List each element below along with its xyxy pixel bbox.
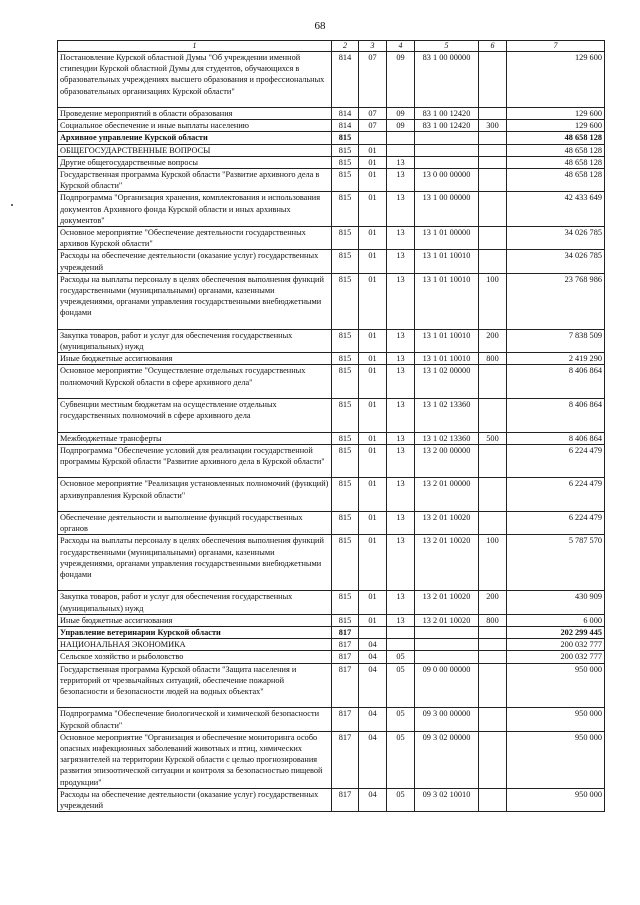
target-article-code — [415, 651, 479, 663]
section-code: 04 — [359, 788, 387, 811]
section-code: 01 — [359, 144, 387, 156]
item-name: ОБЩЕГОСУДАРСТВЕННЫЕ ВОПРОСЫ — [58, 144, 332, 156]
expense-type-code — [479, 731, 507, 788]
target-article-code: 83 1 00 12420 — [415, 120, 479, 132]
table-row — [58, 353, 605, 365]
subsection-code: 09 — [387, 52, 415, 108]
subsection-code — [387, 639, 415, 651]
section-code: 01 — [359, 156, 387, 168]
amount: 8 406 864 — [507, 365, 605, 399]
item-name: Расходы на выплаты персоналу в целях обеспечения выполнения функций государственными (муниципальными) органами, казенными учреждениями, органами управления государственными внебюджетными фондами — [58, 273, 332, 329]
amount: 48 658 128 — [507, 156, 605, 168]
amount: 6 224 479 — [507, 478, 605, 512]
budget-holder-code: 817 — [332, 651, 359, 663]
target-article-code — [415, 627, 479, 639]
budget-holder-code: 815 — [332, 273, 359, 329]
budget-holder-code: 815 — [332, 614, 359, 626]
item-name: Подпрограмма "Обеспечение биологической и химической безопасности Курской области" — [58, 708, 332, 731]
budget-holder-code: 815 — [332, 432, 359, 444]
section-code: 01 — [359, 273, 387, 329]
budget-holder-code: 815 — [332, 591, 359, 614]
amount: 950 000 — [507, 788, 605, 811]
item-name: Расходы на обеспечение деятельности (оказание услуг) государственных учреждений — [58, 250, 332, 273]
target-article-code — [415, 144, 479, 156]
budget-holder-code: 814 — [332, 52, 359, 108]
section-code — [359, 627, 387, 639]
expense-type-code — [479, 788, 507, 811]
subsection-code — [387, 627, 415, 639]
budget-holder-code: 817 — [332, 731, 359, 788]
budget-holder-code: 815 — [332, 329, 359, 352]
target-article-code: 13 1 01 10010 — [415, 273, 479, 329]
amount: 129 600 — [507, 52, 605, 108]
budget-holder-code: 817 — [332, 663, 359, 708]
amount: 950 000 — [507, 663, 605, 708]
expense-type-code — [479, 108, 507, 120]
subsection-code: 09 — [387, 108, 415, 120]
expense-type-code — [479, 132, 507, 144]
table-row — [58, 512, 605, 535]
amount: 42 433 649 — [507, 192, 605, 227]
section-code: 01 — [359, 399, 387, 433]
item-name: Иные бюджетные ассигнования — [58, 353, 332, 365]
subsection-code: 13 — [387, 399, 415, 433]
budget-holder-code: 815 — [332, 192, 359, 227]
amount: 6 000 — [507, 614, 605, 626]
subsection-code: 13 — [387, 591, 415, 614]
budget-holder-code: 815 — [332, 144, 359, 156]
budget-holder-code: 815 — [332, 535, 359, 591]
expense-type-code: 800 — [479, 353, 507, 365]
amount: 34 026 785 — [507, 227, 605, 250]
item-name: Государственная программа Курской области "Защита населения и территорий от чрезвычайных ситуаций, обеспечение пожарной безопасности и безопасности людей на водных объектах" — [58, 663, 332, 708]
col-header-7: 7 — [507, 41, 605, 52]
target-article-code: 09 3 02 00000 — [415, 731, 479, 788]
amount: 48 658 128 — [507, 132, 605, 144]
item-name: Субвенции местным бюджетам на осуществление отдельных государственных полномочий в сфере архивного дела — [58, 399, 332, 433]
item-name: Подпрограмма "Обеспечение условий для реализации государственной программы Курской области "Развитие архивного дела в Курской области" — [58, 444, 332, 478]
expense-type-code — [479, 227, 507, 250]
subsection-code: 13 — [387, 353, 415, 365]
subsection-code: 05 — [387, 651, 415, 663]
item-name: Основное мероприятие "Осуществление отдельных государственных полномочий Курской области в сфере архивного дела" — [58, 365, 332, 399]
target-article-code — [415, 132, 479, 144]
subsection-code: 13 — [387, 329, 415, 352]
item-name: Основное мероприятие "Организация и обеспечение мониторинга особо опасных инфекционных заболеваний животных и птиц, химических загрязнителей на территории Курской области с целью прогнозирования развития эпизоотической ситуации и контроля за безопасностью пищевой продукции" — [58, 731, 332, 788]
subsection-code: 13 — [387, 227, 415, 250]
subsection-code: 13 — [387, 192, 415, 227]
item-name: Постановление Курской областной Думы "Об учреждении именной стипендии Курской областной Думы для студентов, обучающихся в образовательных учреждениях высшего образования и профессиональных образовательных организациях Курской области" — [58, 52, 332, 108]
table-row — [58, 250, 605, 273]
section-code: 04 — [359, 708, 387, 731]
target-article-code: 13 0 00 00000 — [415, 169, 479, 192]
budget-holder-code: 814 — [332, 120, 359, 132]
table-row — [58, 156, 605, 168]
amount: 7 838 509 — [507, 329, 605, 352]
table-row — [58, 535, 605, 591]
table-row — [58, 144, 605, 156]
target-article-code: 83 1 00 12420 — [415, 108, 479, 120]
table-row — [58, 591, 605, 614]
table-row — [58, 132, 605, 144]
table-row — [58, 52, 605, 108]
amount: 129 600 — [507, 108, 605, 120]
item-name: Управление ветеринарии Курской области — [58, 627, 332, 639]
table-row — [58, 627, 605, 639]
section-code: 01 — [359, 444, 387, 478]
expense-type-code: 100 — [479, 535, 507, 591]
item-name: Межбюджетные трансферты — [58, 432, 332, 444]
table-row — [58, 444, 605, 478]
budget-holder-code: 817 — [332, 627, 359, 639]
subsection-code — [387, 132, 415, 144]
table-row — [58, 108, 605, 120]
subsection-code: 13 — [387, 250, 415, 273]
amount: 950 000 — [507, 731, 605, 788]
subsection-code: 05 — [387, 663, 415, 708]
expense-type-code — [479, 399, 507, 433]
budget-table — [57, 40, 605, 812]
item-name: Закупка товаров, работ и услуг для обеспечения государственных (муниципальных) нужд — [58, 329, 332, 352]
item-name: Основное мероприятие "Обеспечение деятельности государственных архивов Курской области" — [58, 227, 332, 250]
item-name: Обеспечение деятельности и выполнение функций государственных органов — [58, 512, 332, 535]
target-article-code: 13 1 01 10010 — [415, 250, 479, 273]
expense-type-code — [479, 156, 507, 168]
item-name: Основное мероприятие "Реализация установленных полномочий (функций) архивуправления Курской области" — [58, 478, 332, 512]
amount: 129 600 — [507, 120, 605, 132]
section-code: 01 — [359, 478, 387, 512]
col-header-3: 3 — [359, 41, 387, 52]
amount: 200 032 777 — [507, 639, 605, 651]
subsection-code: 13 — [387, 535, 415, 591]
table-row — [58, 614, 605, 626]
item-name: Государственная программа Курской области "Развитие архивного дела в Курской области" — [58, 169, 332, 192]
subsection-code: 13 — [387, 169, 415, 192]
section-code: 01 — [359, 250, 387, 273]
expense-type-code — [479, 708, 507, 731]
budget-holder-code: 817 — [332, 788, 359, 811]
budget-holder-code: 815 — [332, 444, 359, 478]
target-article-code: 13 1 01 00000 — [415, 227, 479, 250]
section-code: 01 — [359, 512, 387, 535]
budget-holder-code: 815 — [332, 169, 359, 192]
target-article-code: 13 1 01 10010 — [415, 353, 479, 365]
expense-type-code: 800 — [479, 614, 507, 626]
amount: 430 909 — [507, 591, 605, 614]
amount: 2 419 290 — [507, 353, 605, 365]
subsection-code: 05 — [387, 708, 415, 731]
budget-holder-code: 817 — [332, 639, 359, 651]
subsection-code: 09 — [387, 120, 415, 132]
section-code: 04 — [359, 651, 387, 663]
expense-type-code — [479, 52, 507, 108]
amount: 8 406 864 — [507, 399, 605, 433]
target-article-code: 13 1 00 00000 — [415, 192, 479, 227]
expense-type-code — [479, 512, 507, 535]
budget-holder-code: 815 — [332, 399, 359, 433]
subsection-code: 13 — [387, 432, 415, 444]
table-row — [58, 399, 605, 433]
amount: 950 000 — [507, 708, 605, 731]
section-code: 07 — [359, 120, 387, 132]
expense-type-code — [479, 663, 507, 708]
budget-holder-code: 815 — [332, 478, 359, 512]
budget-holder-code: 815 — [332, 353, 359, 365]
target-article-code: 09 3 00 00000 — [415, 708, 479, 731]
section-code: 07 — [359, 108, 387, 120]
table-row — [58, 192, 605, 227]
target-article-code: 13 2 01 10020 — [415, 591, 479, 614]
subsection-code: 13 — [387, 273, 415, 329]
table-row — [58, 651, 605, 663]
amount: 23 768 986 — [507, 273, 605, 329]
expense-type-code — [479, 651, 507, 663]
table-row — [58, 365, 605, 399]
expense-type-code — [479, 192, 507, 227]
item-name: Иные бюджетные ассигнования — [58, 614, 332, 626]
expense-type-code — [479, 444, 507, 478]
budget-holder-code: 815 — [332, 512, 359, 535]
item-name: НАЦИОНАЛЬНАЯ ЭКОНОМИКА — [58, 639, 332, 651]
section-code: 01 — [359, 329, 387, 352]
expense-type-code — [479, 478, 507, 512]
expense-type-code — [479, 144, 507, 156]
section-code: 01 — [359, 169, 387, 192]
col-header-4: 4 — [387, 41, 415, 52]
budget-holder-code: 815 — [332, 156, 359, 168]
section-code: 01 — [359, 535, 387, 591]
budget-holder-code: 815 — [332, 132, 359, 144]
amount: 200 032 777 — [507, 651, 605, 663]
section-code: 04 — [359, 731, 387, 788]
target-article-code: 83 1 00 00000 — [415, 52, 479, 108]
table-row — [58, 663, 605, 708]
table-row — [58, 273, 605, 329]
target-article-code: 13 1 01 10010 — [415, 329, 479, 352]
target-article-code: 09 3 02 10010 — [415, 788, 479, 811]
item-name: Подпрограмма "Организация хранения, комплектования и использования документов Архивного фонда Курской области и иных архивных документов" — [58, 192, 332, 227]
amount: 34 026 785 — [507, 250, 605, 273]
table-row — [58, 478, 605, 512]
section-code: 01 — [359, 227, 387, 250]
col-header-1: 1 — [58, 41, 332, 52]
section-code: 01 — [359, 365, 387, 399]
table-row — [58, 120, 605, 132]
table-row — [58, 708, 605, 731]
item-name: Проведение мероприятий в области образования — [58, 108, 332, 120]
section-code: 04 — [359, 663, 387, 708]
col-header-5: 5 — [415, 41, 479, 52]
amount: 6 224 479 — [507, 512, 605, 535]
expense-type-code: 200 — [479, 591, 507, 614]
table-row — [58, 788, 605, 811]
item-name: Сельское хозяйство и рыболовство — [58, 651, 332, 663]
scan-speck — [11, 204, 13, 206]
table-row — [58, 329, 605, 352]
expense-type-code — [479, 639, 507, 651]
budget-holder-code: 815 — [332, 227, 359, 250]
expense-type-code — [479, 365, 507, 399]
subsection-code: 13 — [387, 365, 415, 399]
amount: 48 658 128 — [507, 169, 605, 192]
amount: 5 787 570 — [507, 535, 605, 591]
item-name: Архивное управление Курской области — [58, 132, 332, 144]
col-header-6: 6 — [479, 41, 507, 52]
expense-type-code — [479, 627, 507, 639]
budget-holder-code: 814 — [332, 108, 359, 120]
expense-type-code — [479, 250, 507, 273]
expense-type-code: 500 — [479, 432, 507, 444]
target-article-code — [415, 639, 479, 651]
amount: 48 658 128 — [507, 144, 605, 156]
section-code: 01 — [359, 353, 387, 365]
subsection-code: 13 — [387, 512, 415, 535]
expense-type-code: 300 — [479, 120, 507, 132]
table-row — [58, 169, 605, 192]
expense-type-code: 100 — [479, 273, 507, 329]
table-row — [58, 432, 605, 444]
subsection-code: 13 — [387, 444, 415, 478]
target-article-code — [415, 156, 479, 168]
target-article-code: 13 1 02 13360 — [415, 432, 479, 444]
target-article-code: 13 2 00 00000 — [415, 444, 479, 478]
amount: 202 299 445 — [507, 627, 605, 639]
item-name: Социальное обеспечение и иные выплаты населению — [58, 120, 332, 132]
subsection-code: 13 — [387, 156, 415, 168]
section-code: 01 — [359, 432, 387, 444]
item-name: Закупка товаров, работ и услуг для обеспечения государственных (муниципальных) нужд — [58, 591, 332, 614]
budget-holder-code: 815 — [332, 365, 359, 399]
section-code: 07 — [359, 52, 387, 108]
target-article-code: 13 1 02 13360 — [415, 399, 479, 433]
table-row — [58, 639, 605, 651]
subsection-code: 13 — [387, 478, 415, 512]
subsection-code: 05 — [387, 788, 415, 811]
target-article-code: 13 2 01 10020 — [415, 614, 479, 626]
expense-type-code — [479, 169, 507, 192]
page-number: 68 — [314, 20, 326, 32]
item-name: Расходы на выплаты персоналу в целях обеспечения выполнения функций государственными (муниципальными) органами, казенными учреждениями, органами управления государственными внебюджетными фондами — [58, 535, 332, 591]
section-code: 01 — [359, 591, 387, 614]
subsection-code — [387, 144, 415, 156]
target-article-code: 09 0 00 00000 — [415, 663, 479, 708]
table-row — [58, 227, 605, 250]
budget-holder-code: 815 — [332, 250, 359, 273]
table-row — [58, 731, 605, 788]
amount: 6 224 479 — [507, 444, 605, 478]
target-article-code: 13 2 01 10020 — [415, 512, 479, 535]
expense-type-code: 200 — [479, 329, 507, 352]
target-article-code: 13 1 02 00000 — [415, 365, 479, 399]
budget-holder-code: 817 — [332, 708, 359, 731]
target-article-code: 13 2 01 10020 — [415, 535, 479, 591]
subsection-code: 13 — [387, 614, 415, 626]
section-code: 01 — [359, 192, 387, 227]
subsection-code: 05 — [387, 731, 415, 788]
item-name: Расходы на обеспечение деятельности (оказание услуг) государственных учреждений — [58, 788, 332, 811]
section-code — [359, 132, 387, 144]
column-number-row — [58, 41, 605, 52]
section-code: 04 — [359, 639, 387, 651]
amount: 8 406 864 — [507, 432, 605, 444]
section-code: 01 — [359, 614, 387, 626]
col-header-2: 2 — [332, 41, 359, 52]
item-name: Другие общегосударственные вопросы — [58, 156, 332, 168]
target-article-code: 13 2 01 00000 — [415, 478, 479, 512]
